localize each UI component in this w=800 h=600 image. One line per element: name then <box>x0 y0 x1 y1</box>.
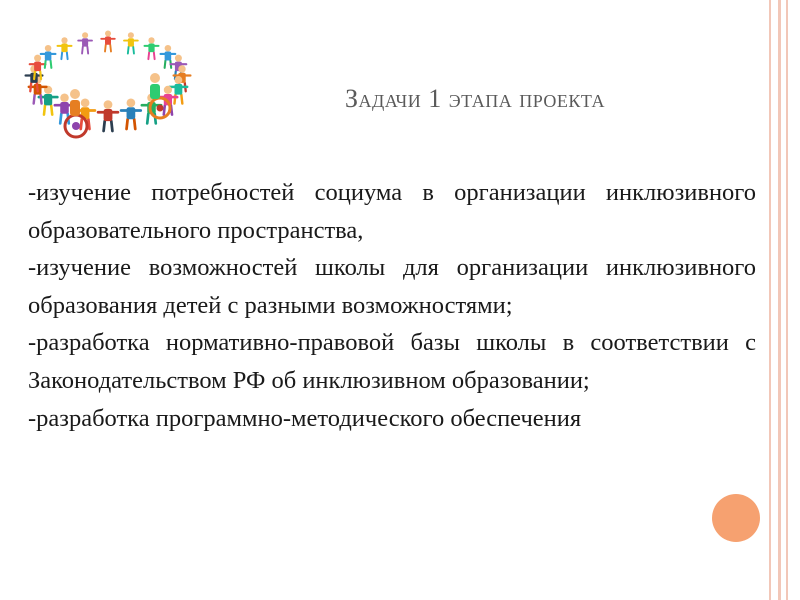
accent-circle <box>712 494 760 542</box>
children-circle-image <box>16 18 200 142</box>
right-border-line <box>786 0 788 600</box>
task-item: -изучение потребностей социума в организации инклюзивного образовательного пространства, <box>28 179 756 244</box>
child-figure <box>78 32 92 53</box>
right-border-line <box>778 0 781 600</box>
child-figure <box>144 37 158 59</box>
child-figure <box>98 100 118 131</box>
task-item: -изучение возможностей школы для организации инклюзивного образования детей с разными возможностями; <box>28 254 756 319</box>
child-figure <box>121 98 141 129</box>
right-border-line <box>769 0 771 600</box>
task-item: -разработка нормативно-правовой базы школы в соответствии с Законодательством РФ об инклюзивном образовании; <box>28 329 756 394</box>
slide-title: Задачи 1 этапа проекта <box>344 84 606 113</box>
child-figure <box>124 32 138 53</box>
child-figure <box>101 31 115 52</box>
task-item: -разработка программно-методического обеспечения <box>28 404 582 432</box>
child-figure <box>57 37 71 59</box>
task-list <box>28 174 756 437</box>
